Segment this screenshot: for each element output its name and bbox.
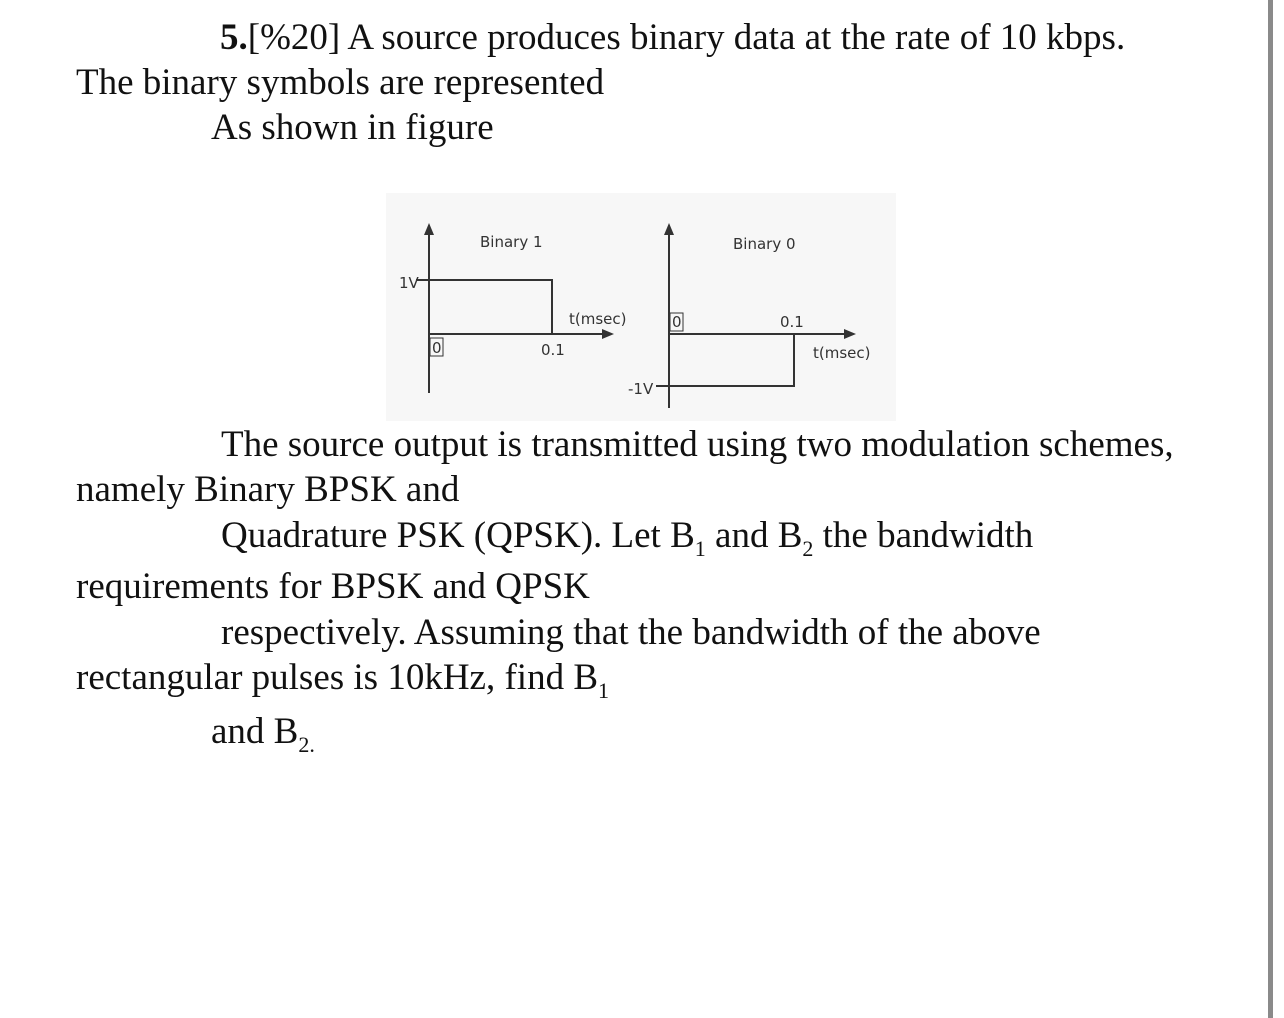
question-line-7: requirements for BPSK and QPSK (76, 566, 590, 607)
binary-waveform-figure (386, 193, 896, 421)
subscript-2b: 2. (298, 732, 315, 757)
question-line-5: namely Binary BPSK and (76, 469, 460, 510)
binary1-title: Binary 1 (480, 233, 543, 251)
question-line-8: respectively. Assuming that the bandwidth of the above (221, 612, 1041, 653)
question-line-1 (220, 16, 1125, 60)
question-text-6c: the bandwidth (813, 515, 1034, 556)
scrollbar[interactable] (1268, 0, 1273, 1018)
binary0-origin-label: 0 (672, 313, 682, 331)
question-line-9 (76, 656, 609, 703)
binary1-axis-label: t(msec) (569, 310, 627, 328)
question-text-10a: and B (211, 711, 299, 752)
binary0-title: Binary 0 (733, 235, 796, 253)
binary0-amplitude-label: -1V (628, 380, 654, 398)
subscript-1b: 1 (598, 678, 609, 703)
binary0-time-label: 0.1 (780, 313, 804, 331)
subscript-2: 2 (802, 536, 814, 561)
question-text-1: A source produces binary data at the rate of 10 kbps. (340, 17, 1126, 58)
question-line-6 (221, 514, 1034, 561)
binary1-time-label: 0.1 (541, 341, 565, 359)
question-line-10 (211, 710, 315, 757)
question-line-3: As shown in figure (211, 107, 494, 148)
question-text-6b: and B (705, 515, 803, 556)
question-text-9a: rectangular pulses is 10kHz, find B (76, 657, 598, 698)
question-weight: [%20] (247, 17, 341, 58)
binary0-axis-label: t(msec) (813, 344, 871, 362)
question-line-4: The source output is transmitted using two modulation schemes, (221, 424, 1174, 465)
question-number: 5. (220, 17, 248, 58)
question-text-6a: Quadrature PSK (QPSK). Let B (221, 515, 695, 556)
binary1-origin-label: 0 (432, 339, 442, 357)
subscript-1: 1 (694, 536, 706, 561)
question-line-2: The binary symbols are represented (76, 62, 605, 103)
binary1-amplitude-label: 1V (399, 274, 419, 292)
